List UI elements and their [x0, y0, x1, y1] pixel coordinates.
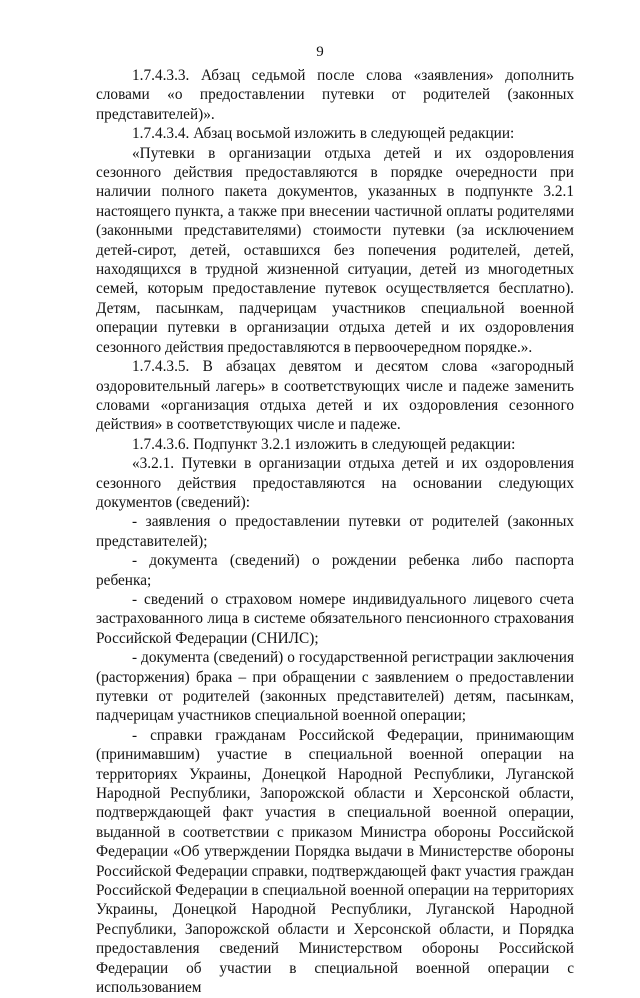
list-item-birth-document: - документа (сведений) о рождении ребенка либо паспорта ребенка;	[96, 552, 574, 589]
paragraph-quote-paragraph-eight: «Путевки в организации отдыха детей и их оздоровления сезонного действия предоставляются в порядке очередности при наличии полного пакета документов, указанных в подпункте 3.2.1 настоящего пункта, а также при внесении частичной оплаты родителями (законными представителями) стоимости путевки (за исключением детей-сирот, детей, оставшихся без попечения родителей, детей, находящихся в трудной жизненной ситуации, детей из многодетных семей, которым предоставление путевок осуществляется бесплатно). Детям, пасынкам, падчерицам участников специальной военной операции путевки в организации отдыха детей и их оздоровления сезонного действия предоставляются в первоочередном порядке.».	[96, 144, 574, 356]
page-number: 9	[316, 44, 324, 60]
paragraph-1-7-4-3-6: 1.7.4.3.6. Подпункт 3.2.1 изложить в следующей редакции:	[132, 435, 516, 453]
paragraph-3-2-1: «3.2.1. Путевки в организации отдыха детей и их оздоровления сезонного действия предоставляются на основании следующих документов (сведений):	[96, 455, 574, 511]
paragraph-1-7-4-3-3: 1.7.4.3.3. Абзац седьмой после слова «заявления» дополнить словами «о предоставлении путевки от родителей (законных представителей)».	[96, 67, 574, 123]
list-item-svo-certificate: - справки гражданам Российской Федерации, принимающим (принимавшим) участие в специальной военной операции на территориях Украины, Донецкой Народной Республики, Луганской Народной Республики, Запорожской области и Херсонской области, подтверждающей факт участия в специальной военной операции, выданной в соответствии с приказом Министра обороны Российской Федерации «Об утверждении Порядка выдачи в Министерстве обороны Российской Федерации справки, подтверждающей факт участия граждан Российской Федерации в специальной военной операции на территориях Украины, Донецкой Народной Республики, Луганской Народной Республики, Запорожской области и Херсонской области, и Порядка предоставления сведений Министерством обороны Российской Федерации об участии в специальной военной операции с использованием	[96, 726, 574, 997]
paragraph-1-7-4-3-4: 1.7.4.3.4. Абзац восьмой изложить в следующей редакции:	[132, 125, 515, 143]
document-body	[96, 66, 574, 998]
list-item-snils: - сведений о страховом номере индивидуального лицевого счета застрахованного лица в системе обязательного пенсионного страхования Российской Федерации (СНИЛС);	[96, 590, 574, 647]
list-item-marriage-document: - документа (сведений) о государственной регистрации заключения (расторжения) брака – при обращении с заявлением о предоставлении путевки от родителей (законных представителей) детям, пасынкам, падчерицам участников специальной военной операции;	[96, 649, 574, 725]
list-item-application: - заявления о предоставлении путевки от родителей (законных представителей);	[96, 513, 574, 550]
paragraph-1-7-4-3-5: 1.7.4.3.5. В абзацах девятом и десятом слова «загородный оздоровительный лагерь» в соответствующих числе и падеже заменить словами «организация отдыха детей и их оздоровления сезонного действия» в соответствующих числе и падеже.	[96, 358, 574, 434]
